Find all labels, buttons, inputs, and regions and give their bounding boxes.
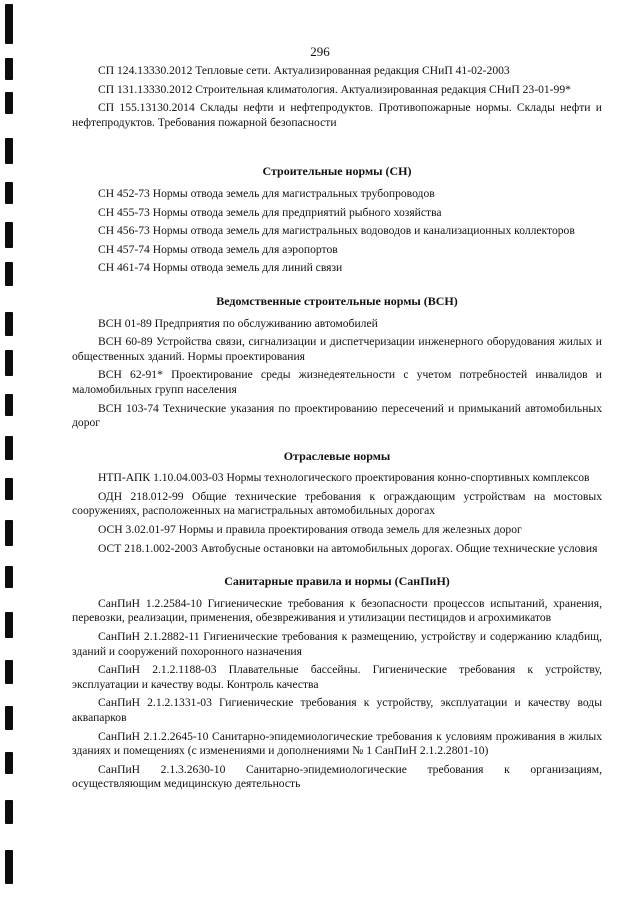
entry-sn-456: СН 456-73 Нормы отвода земель для магистральных водоводов и канализационных коллекторов	[98, 224, 575, 238]
entry-sn-452: СН 452-73 Нормы отвода земель для магистральных трубопроводов	[98, 186, 435, 200]
entry-sanpin-2-1-3-2630: СанПиН 2.1.3.2630-10 Санитарно-эпидемиологические требования к организациям, осуществляющим медицинскую деятельность	[72, 762, 602, 791]
entry-sanpin-2-1-2-2645: СанПиН 2.1.2.2645-10 Санитарно-эпидемиологические требования к условиям проживания в жилых зданиях и помещениях (с изменениями и дополнениями № 1 СанПиН 2.1.2.2801-10)	[72, 729, 602, 758]
entry-sanpin-2-1-2-1188: СанПиН 2.1.2.1188-03 Плавательные бассейны. Гигиенические требования к устройству, эксплуатации и качеству воды. Контроль качества	[72, 663, 602, 691]
entry-sn-461: СН 461-74 Нормы отвода земель для линий связи	[98, 261, 343, 275]
entry-sp-155: СП 155.13130.2014 Склады нефти и нефтепродуктов. Противопожарные нормы. Склады нефти и нефтепродуктов. Требования пожарной безопасности	[72, 101, 602, 129]
entry-sanpin-1-2-2584: СанПиН 1.2.2584-10 Гигиенические требования к безопасности процессов испытаний, хранения, перевозки, реализации, применения, обезвреживания и утилизации пестицидов и агрохимикатов	[72, 596, 602, 625]
entry-sp-131: СП 131.13330.2012 Строительная климатология. Актуализированная редакция СНиП 23-01-99*	[98, 82, 571, 96]
section-heading-vsn: Ведомственные строительные нормы (ВСН)	[216, 293, 458, 308]
entry-sanpin-2-1-2-1331: СанПиН 2.1.2.1331-03 Гигиенические требования к устройству, эксплуатации и качеству воды аквапарков	[72, 696, 602, 724]
entry-sp-124: СП 124.13330.2012 Тепловые сети. Актуализированная редакция СНиП 41-02-2003	[98, 64, 510, 77]
entry-vsn-60: ВСН 60-89 Устройства связи, сигнализации и диспетчеризации инженерного оборудования жилых и общественных зданий. Нормы проектирования	[72, 335, 602, 363]
entry-odn-218: ОДН 218.012-99 Общие технические требования к ограждающим устройствам на мостовых сооружениях, расположенных на магистральных автомобильных дорогах	[72, 489, 602, 518]
entry-sn-457: СН 457-74 Нормы отвода земель для аэропортов	[98, 242, 338, 256]
entry-vsn-103: ВСН 103-74 Технические указания по проектированию пересечений и примыканий автомобильных дорог	[72, 401, 602, 430]
entry-sn-455: СН 455-73 Нормы отвода земель для предприятий рыбного хозяйства	[98, 205, 442, 219]
page-number: 296	[310, 44, 330, 59]
section-heading-industry: Отраслевые нормы	[283, 448, 391, 463]
section-heading-sanpin: Санитарные правила и нормы (СанПиН)	[224, 574, 450, 589]
binding-edge-marks	[0, 0, 26, 905]
document-body	[72, 64, 602, 796]
entry-sanpin-2-1-2882: СанПиН 2.1.2882-11 Гигиенические требования к размещению, устройству и содержанию кладбищ, зданий и сооружений похоронного назначения	[72, 630, 602, 658]
entry-ost-218: ОСТ 218.1.002-2003 Автобусные остановки на автомобильных дорогах. Общие технические условия	[98, 541, 598, 555]
entry-vsn-01: ВСН 01-89 Предприятия по обслуживанию автомобилей	[98, 316, 378, 330]
entry-ntp-apk: НТП-АПК 1.10.04.003-03 Нормы технологического проектирования конно-спортивных комплексов	[98, 471, 590, 485]
entry-osn-3: ОСН 3.02.01-97 Нормы и правила проектирования отвода земель для железных дорог	[98, 523, 522, 537]
section-heading-sn: Строительные нормы (СН)	[262, 164, 412, 179]
entry-vsn-62: ВСН 62-91* Проектирование среды жизнедеятельности с учетом потребностей инвалидов и маломобильных групп населения	[72, 368, 602, 396]
